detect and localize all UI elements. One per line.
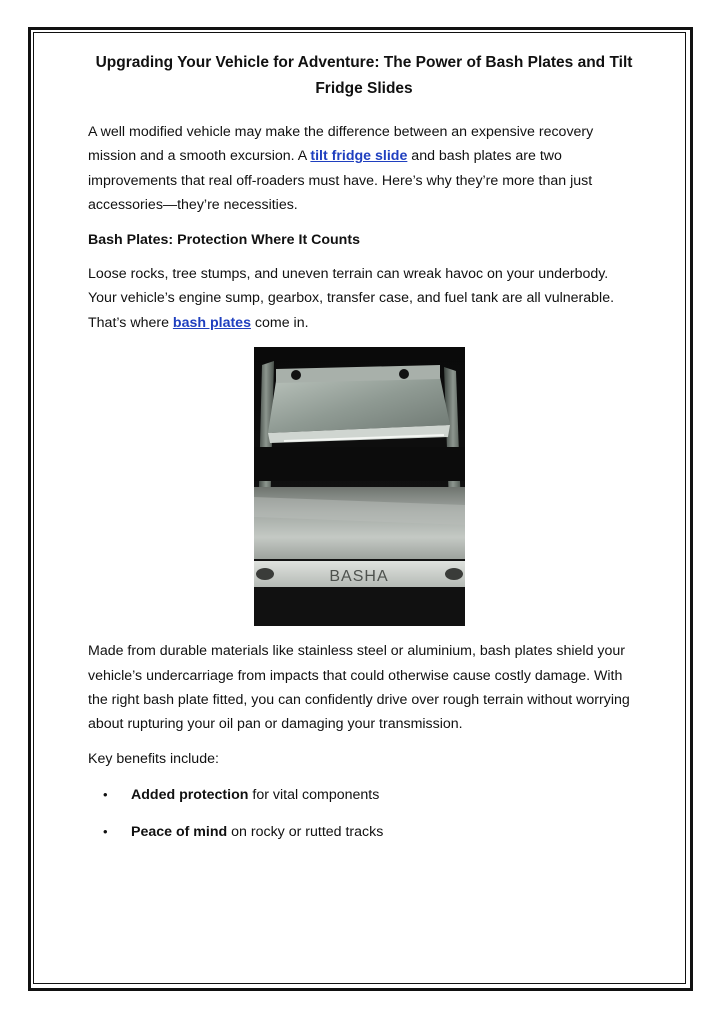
benefit-bold: Added protection xyxy=(131,787,249,804)
benefit-text: on rocky or rutted tracks xyxy=(227,823,384,840)
front-hole-right xyxy=(445,568,463,580)
materials-paragraph: Made from durable materials like stainless steel or aluminium, bash plates shield your vehicle’s undercarriage from impacts that could otherwise cause costly damage. With the right bash plate fitted, you can confidently drive over rough terrain without worrying about rupturing your oil pan or damaging your transmission. xyxy=(88,643,630,733)
benefits-list xyxy=(88,783,640,844)
terrain-text-after: come in. xyxy=(250,314,309,331)
plate-brand-text: BASHA xyxy=(329,568,389,586)
bullet-icon: • xyxy=(103,787,108,803)
tray-hole-right xyxy=(399,369,409,379)
front-hole-left xyxy=(256,568,274,580)
intro-paragraph xyxy=(88,120,640,218)
tray-hole-left xyxy=(291,370,301,380)
photo-bottom-shadow xyxy=(254,587,465,626)
list-item xyxy=(88,820,640,844)
tilt-fridge-slide-link[interactable]: tilt fridge slide xyxy=(310,148,408,165)
terrain-paragraph xyxy=(88,262,640,335)
top-tray xyxy=(268,377,450,433)
key-benefits-intro: Key benefits include: xyxy=(88,750,219,767)
middle-shadow xyxy=(254,447,465,481)
intro-text-before: A well modified vehicle may make the difference between an expensive recovery mission and a smooth excursion. A xyxy=(88,124,594,165)
terrain-text-before: Loose rocks, tree stumps, and uneven terrain can wreak havoc on your underbody. Your vehicle’s engine sump, gearbox, transfer case, and fuel tank are all vulnerable. That’s where xyxy=(88,266,615,331)
benefit-text: for vital components xyxy=(248,787,380,804)
bullet-icon: • xyxy=(103,823,108,839)
document-body xyxy=(88,50,640,856)
intro-text-after: and bash plates are two improvements that real off-roaders must have. Here’s why they’re more than just accessories—they’re necessities. xyxy=(88,148,593,214)
bash-plates-link[interactable]: bash plates xyxy=(172,314,251,331)
bash-plate-photo xyxy=(254,347,465,626)
document-title: Upgrading Your Vehicle for Adventure: The Power of Bash Plates and Tilt Fridge Slides xyxy=(95,54,633,97)
section-heading: Bash Plates: Protection Where It Counts xyxy=(88,231,360,248)
list-item xyxy=(88,783,640,807)
benefit-bold: Peace of mind xyxy=(131,823,228,840)
